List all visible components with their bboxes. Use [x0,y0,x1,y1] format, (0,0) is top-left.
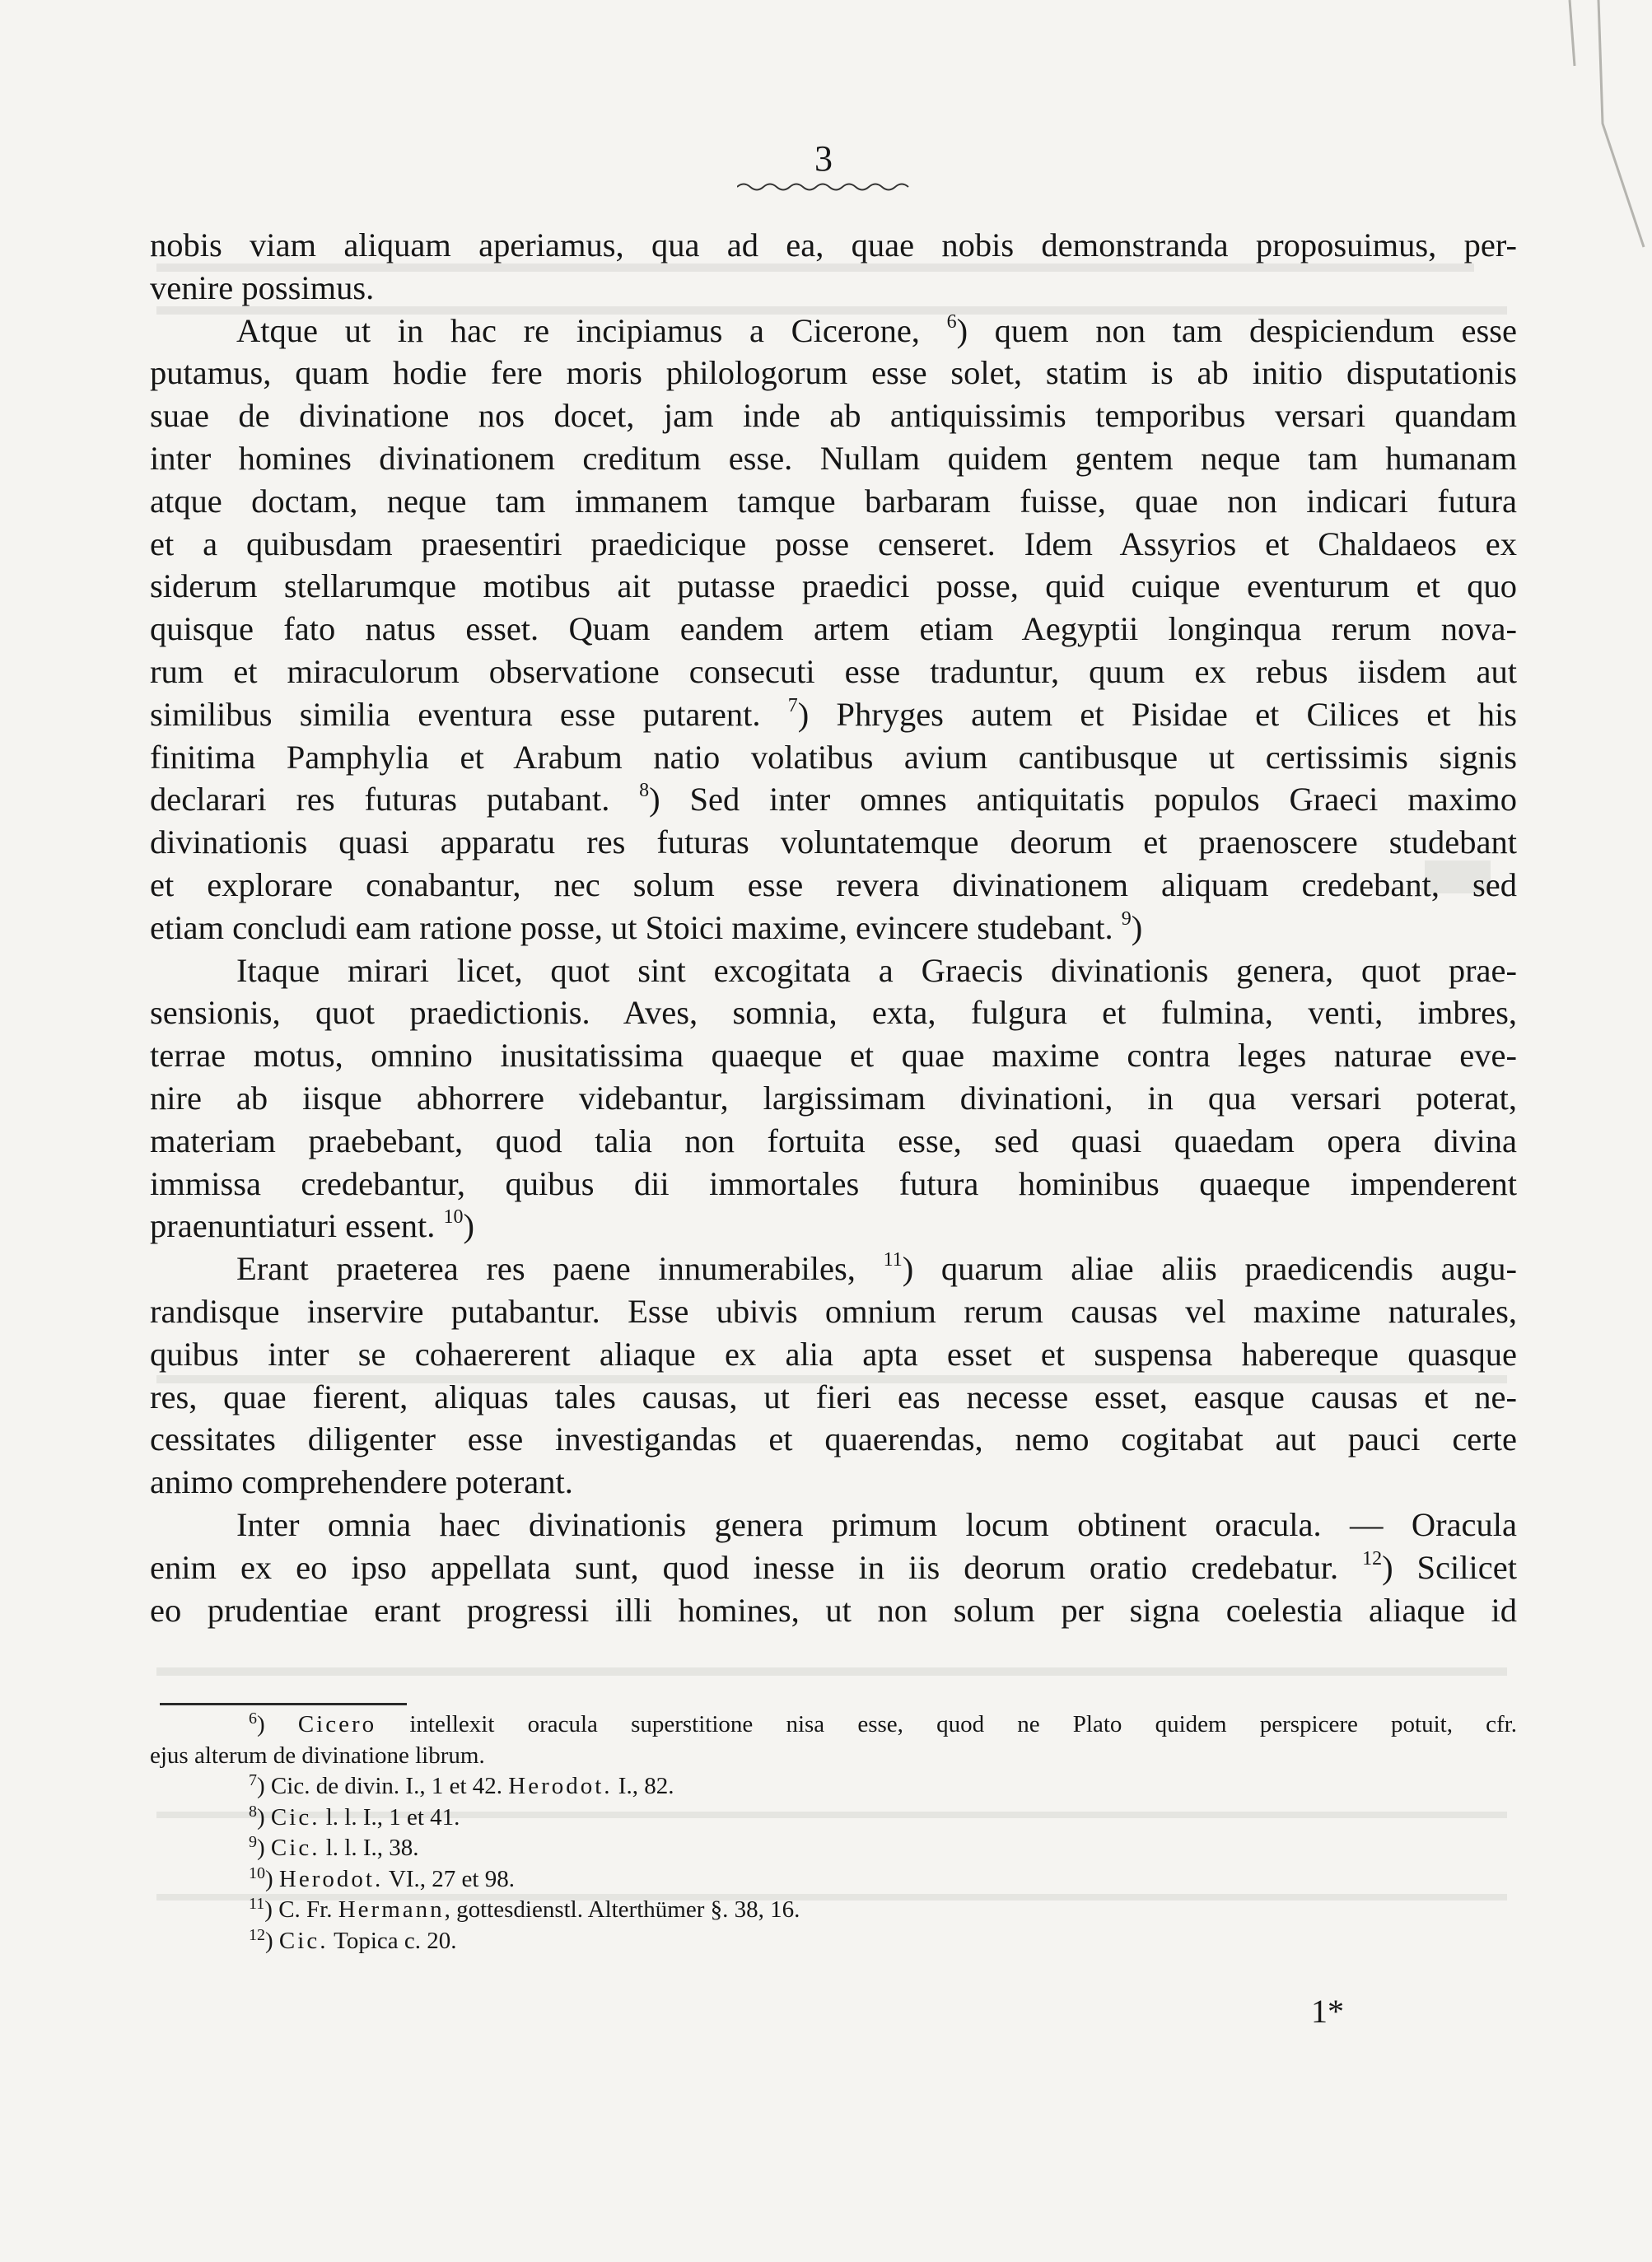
text-line [150,523,1517,566]
spaced-name: Cicero [297,1711,377,1737]
footnote-separator [160,1703,407,1705]
footnote-number: 7 [249,1771,257,1789]
text-run: ) Scilicet [1382,1548,1517,1586]
text-line [150,651,1517,693]
text-line [150,821,1517,864]
footnote-paren: ) [257,1835,271,1861]
text-run: nire ab iisque abhorrere videbantur, largissimam divinationi, in qua versari poterat, [150,1079,1517,1117]
footnote-reference: 10 [443,1206,464,1229]
footnote-paren: ) [264,1896,279,1923]
text-run: enim ex eo ipso appellata sunt, quod inesse in iis deorum oratio credebatur. [150,1548,1363,1586]
text-run: etiam concludi eam ratione posse, ut Stoici maxime, evincere studebant. [150,908,1122,946]
footnote-line [150,1803,1517,1834]
text-line [150,480,1517,523]
footnote-reference: 11 [883,1249,903,1271]
text-line [150,1418,1517,1461]
footnote-text: Cic. de divin. I., 1 et 42. [270,1773,509,1799]
footnote-paren: ) [265,1927,279,1954]
text-run: materiam praebebant, quod talia non fortuita esse, sed quasi quaedam opera divina [150,1122,1517,1159]
text-run: randisque inservire putabantur. Esse ubivis omnium rerum causas vel maxime naturales, [150,1292,1517,1330]
text-line [150,1376,1517,1419]
text-line [150,1333,1517,1376]
spaced-name: Cic. [278,1927,329,1954]
text-line [150,224,1517,267]
text-run: quisque fato natus esset. Quam eandem artem etiam Aegyptii longinqua rerum nova- [150,610,1517,648]
text-line [150,267,1517,310]
text-line [150,907,1517,949]
text-line [150,1290,1517,1333]
footnote-text: intellexit oracula superstitione nisa esse, quod ne Plato quidem perspicere potuit, cfr. [376,1711,1517,1737]
text-line [150,352,1517,394]
text-line [150,310,1517,352]
footnote-text: VI., 27 et 98. [383,1865,515,1892]
text-run: Itaque mirari licet, quot sint excogitata a Graecis divinationis genera, quot prae- [236,951,1517,989]
text-line [150,778,1517,821]
text-line [150,864,1517,907]
text-line [150,1034,1517,1077]
footnote-reference: 6 [946,310,957,333]
footnote-text: I., 82. [612,1773,674,1799]
text-run: et a quibusdam praesentiri praedicique posse censeret. Idem Assyrios et Chaldaeos ex [150,525,1517,562]
text-run: eo prudentiae erant progressi illi homines, ut non solum per signa coelestia aliaque id [150,1591,1517,1629]
text-run: cessitates diligenter esse investigandas et quaerendas, nemo cogitabat aut pauci certe [150,1420,1517,1458]
text-line [150,1461,1517,1504]
footnote-reference: 12 [1362,1547,1383,1569]
text-run: finitima Pamphylia et Arabum natio volatibus avium cantibusque ut certissimis signis [150,738,1517,776]
page-edge-shadow [1553,0,1652,296]
text-line [150,1248,1517,1290]
text-run: ) Sed inter omnes antiquitatis populos Graeci maximo [649,781,1517,819]
text-run: suae de divinatione nos docet, jam inde ab antiquissimis temporibus versari quandam [150,397,1517,435]
footnote-text: Topica c. 20. [328,1927,457,1954]
main-text [150,224,1517,1631]
page-number: 3 [814,138,833,179]
text-line [150,1205,1517,1248]
footnote-reference: 7 [787,694,798,716]
text-run: ) quarum aliae aliis praedicendis augu- [902,1250,1517,1288]
footnote-reference: 8 [639,780,650,802]
text-run: et explorare conabantur, nec solum esse revera divinationem aliquam credebant, sed [150,865,1517,903]
text-run: putamus, quam hodie fere moris philologorum esse solet, statim is ab initio disputationis [150,354,1517,392]
text-run: ) Phryges autem et Pisidae et Cilices et his [797,695,1517,733]
text-line [150,565,1517,608]
footnote-number: 11 [249,1895,265,1913]
text-run: res, quae fierent, aliquas tales causas, ut fieri eas necesse esset, easque causas et ne- [150,1378,1517,1415]
footnote-text: C. Fr. [278,1896,338,1923]
text-run: Inter omnia haec divinationis genera primum locum obtinent oracula. — Oracula [236,1505,1517,1543]
text-run: ) quem non tam despiciendum esse [956,311,1517,349]
footnote-reference: 9 [1121,907,1132,930]
text-line [150,437,1517,480]
printer-signature-mark: 1* [1311,1993,1344,2030]
footnote-paren: ) [257,1711,298,1737]
footnote-text: ejus alterum de divinatione librum. [150,1742,485,1769]
text-run: inter homines divinationem creditum esse. Nullam quidem gentem neque tam humanam [150,439,1517,477]
footnote-paren: ) [257,1773,271,1799]
footnote-number: 9 [249,1833,257,1851]
footnote-number: 6 [249,1709,257,1728]
text-line [150,991,1517,1034]
text-run: immissa credebantur, quibus dii immortales futura hominibus quaeque impenderent [150,1164,1517,1202]
text-run: divinationis quasi apparatu res futuras voluntatemque deorum et praenoscere studebant [150,823,1517,861]
text-line [150,1504,1517,1546]
footnote-line [150,1771,1517,1803]
spaced-name: Cic. [270,1803,320,1831]
text-run: terrae motus, omnino inusitatissima quaeque et quae maxime contra leges naturae eve- [150,1037,1517,1075]
spaced-name: Herodot. [278,1865,384,1892]
text-run: praenuntiaturi essent. [150,1207,444,1245]
text-run: ) [1131,908,1143,946]
spaced-name: Herodot. [508,1773,613,1799]
footnotes [150,1709,1517,1957]
text-run: atque doctam, neque tam immanem tamque barbaram fuisse, quae non indicari futura [150,482,1517,520]
footnote-text: , gottesdienstl. Alterthümer §. 38, 16. [444,1896,800,1923]
footnote-line [150,1741,1517,1772]
text-run: Atque ut in hac re incipiamus a Cicerone, [236,311,947,349]
text-run: siderum stellarumque motibus ait putasse praedici posse, quid cuique eventurum et quo [150,567,1517,605]
text-run: quibus inter se cohaererent aliaque ex alia apta esset et suspensa habereque quasque [150,1335,1517,1373]
footnote-paren: ) [257,1803,271,1831]
text-line [150,608,1517,651]
footnote-line [150,1895,1517,1926]
text-run: declarari res futuras putabant. [150,781,640,819]
text-run: similibus similia eventura esse putarent. [150,695,788,733]
spaced-name: Hermann [338,1896,445,1923]
text-line [150,949,1517,992]
footnote-number: 10 [249,1863,265,1882]
text-line [150,693,1517,736]
text-run: sensionis, quot praedictionis. Aves, somnia, exta, fulgura et fulmina, venti, imbres, [150,994,1517,1032]
text-line [150,394,1517,437]
footnote-line [150,1926,1517,1957]
text-run: animo comprehendere poterant. [150,1463,573,1501]
text-run: Erant praeterea res paene innumerabiles, [236,1250,884,1288]
text-line [150,1589,1517,1632]
footnote-paren: ) [265,1865,279,1892]
footnote-line [150,1833,1517,1864]
text-line [150,1546,1517,1589]
text-line [150,736,1517,779]
text-run: venire possimus. [150,268,375,306]
footnote-number: 8 [249,1802,257,1821]
text-run: ) [463,1207,475,1245]
text-run: rum et miraculorum observatione consecuti esse traduntur, quum ex rebus iisdem aut [150,652,1517,690]
text-run: nobis viam aliquam aperiamus, qua ad ea, quae nobis demonstranda proposuimus, per- [150,226,1517,264]
footnote-text: l. l. I., 38. [320,1835,419,1861]
spaced-name: Cic. [270,1835,320,1861]
text-line [150,1120,1517,1163]
footnote-line [150,1709,1517,1741]
footnote-text: l. l. I., 1 et 41. [320,1803,460,1831]
footnote-number: 12 [249,1925,265,1944]
text-line [150,1163,1517,1206]
footnote-line [150,1864,1517,1896]
text-line [150,1077,1517,1120]
ornamental-rule [737,181,910,193]
